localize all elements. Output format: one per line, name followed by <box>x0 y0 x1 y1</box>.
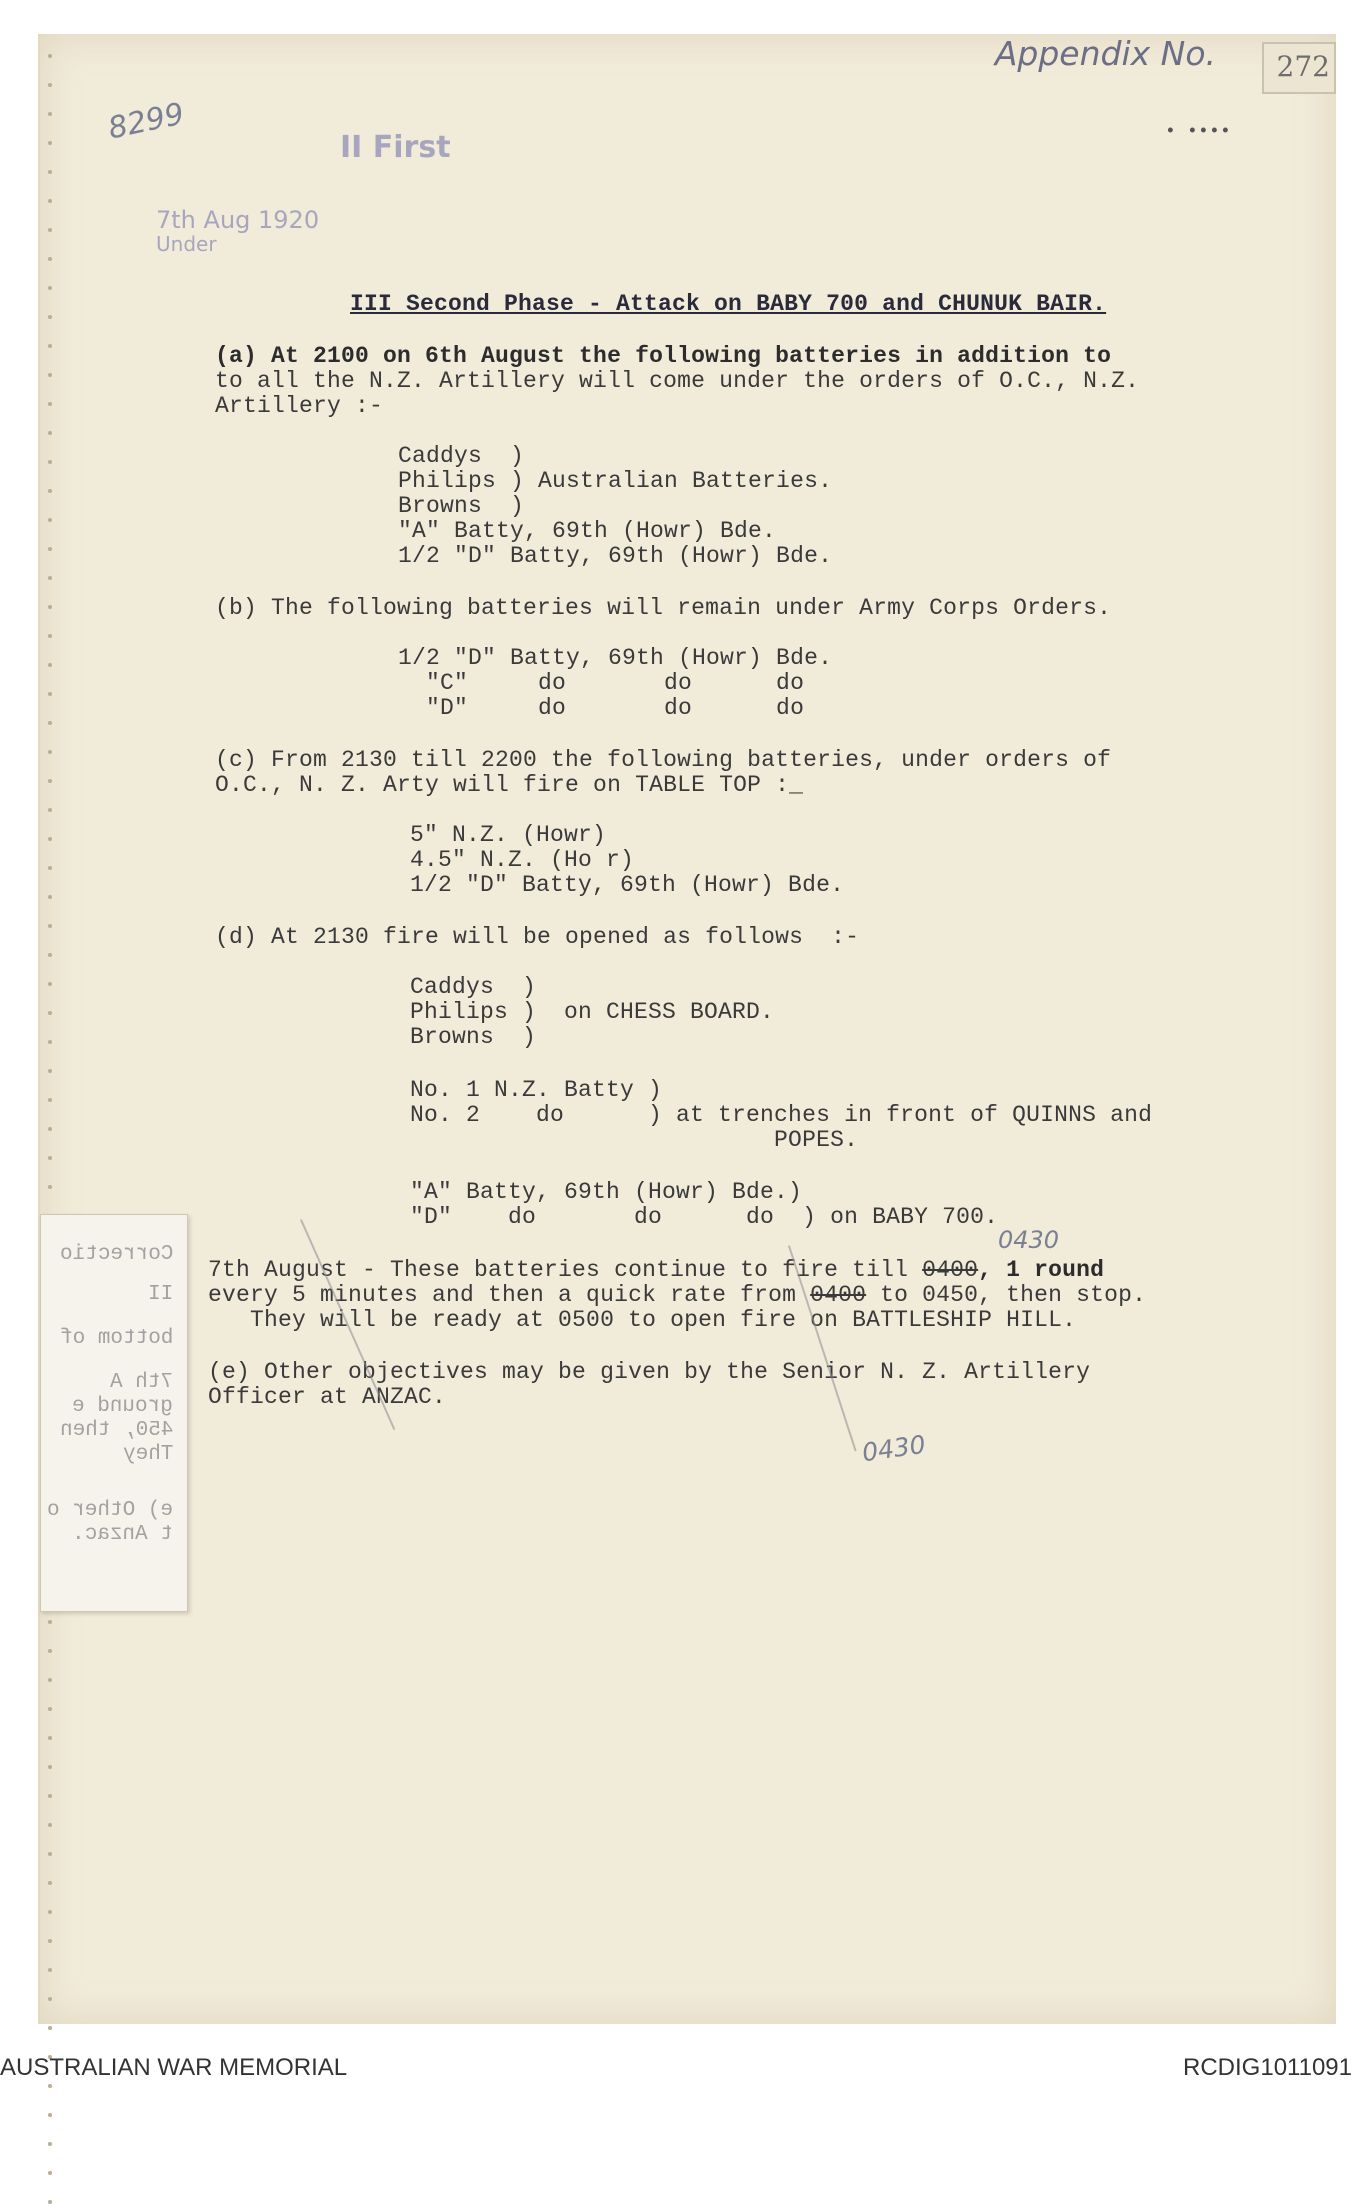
para-a-line-2: to all the N.Z. Artillery will come under the orders of O.C., N.Z. <box>215 368 1140 394</box>
slip-line-4: 7th A <box>109 1371 173 1394</box>
handwritten-note: 0430 <box>860 1429 928 1468</box>
slip-line-2: II <box>147 1283 173 1306</box>
para-a-list-3: Browns ) <box>398 493 525 519</box>
para-a-list-2: Philips ) Australian Batteries. <box>398 468 833 494</box>
document-page <box>38 34 1336 2024</box>
header-dots: • •••• <box>1165 122 1232 142</box>
para-c-list-2: 4.5" N.Z. (Ho r) <box>410 847 635 873</box>
august7-line-2: every 5 minutes and then a quick rate from 0400 to 0450, then stop. <box>208 1282 1147 1308</box>
para-d-group1-1: Caddys ) <box>410 974 537 1000</box>
para-a-list-5: 1/2 "D" Batty, 69th (Howr) Bde. <box>398 543 833 569</box>
slip-line-7: They <box>122 1443 173 1466</box>
slip-line-6: 450, then <box>59 1419 173 1442</box>
august7-line-3: They will be ready at 0500 to open fire on BATTLESHIP HILL. <box>208 1307 1077 1333</box>
footer-institution: AUSTRALIAN WAR MEMORIAL <box>0 2054 348 2081</box>
para-c-line-2: O.C., N. Z. Arty will fire on TABLE TOP :_ <box>215 772 804 798</box>
para-b-line: (b) The following batteries will remain under Army Corps Orders. <box>215 595 1112 621</box>
para-e-line-1: (e) Other objectives may be given by the Senior N. Z. Artillery <box>208 1359 1091 1385</box>
stamp-line-1: II First <box>340 130 451 165</box>
para-c-list-3: 1/2 "D" Batty, 69th (Howr) Bde. <box>410 872 845 898</box>
august7-line-1: 7th August - These batteries continue to fire till 0400, 1 round <box>208 1257 1105 1283</box>
appendix-label: Appendix No. <box>994 34 1216 73</box>
slip-line-3: bottom of <box>59 1327 173 1350</box>
slip-line-1: Correctio <box>59 1243 173 1266</box>
para-a-line-3: Artillery :- <box>215 393 384 419</box>
para-e-line-2: Officer at ANZAC. <box>208 1384 447 1410</box>
correction-slip <box>40 1214 188 1612</box>
section-title: III Second Phase - Attack on BABY 700 and CHUNUK BAIR. <box>350 291 1107 317</box>
para-d-group2-2: No. 2 do ) at trenches in front of QUINNS and <box>410 1102 1153 1128</box>
para-a-list-1: Caddys ) <box>398 443 525 469</box>
para-d-group3-1: "A" Batty, 69th (Howr) Bde.) <box>410 1179 803 1205</box>
para-d-group2-3: POPES. <box>410 1127 859 1153</box>
para-b-list-2: "C" do do do <box>398 670 805 696</box>
stamp-line-2: 7th Aug 1920 <box>156 206 320 234</box>
para-b-list-1: 1/2 "D" Batty, 69th (Howr) Bde. <box>398 645 833 671</box>
para-a-list-4: "A" Batty, 69th (Howr) Bde. <box>398 518 777 544</box>
para-d-group1-3: Browns ) <box>410 1024 537 1050</box>
slip-line-9: t Anzac. <box>72 1523 173 1546</box>
para-d-group2-1: No. 1 N.Z. Batty ) <box>410 1077 663 1103</box>
stamp-line-3: Under <box>156 232 217 256</box>
para-c-line-1: (c) From 2130 till 2200 the following batteries, under orders of <box>215 747 1112 773</box>
para-d-line: (d) At 2130 fire will be opened as follows :- <box>215 924 860 950</box>
para-d-group1-2: Philips ) on CHESS BOARD. <box>410 999 775 1025</box>
slip-line-5: ground e <box>72 1395 173 1418</box>
slip-line-8: e) Other o <box>46 1499 173 1522</box>
para-c-list-1: 5" N.Z. (Howr) <box>410 822 607 848</box>
page-number: 272 <box>1276 50 1330 83</box>
perforation-edge <box>46 54 56 2014</box>
para-a-line-1: (a) At 2100 on 6th August the following batteries in addition to <box>215 343 1112 369</box>
handwritten-correction-time: 0430 <box>998 1226 1060 1254</box>
para-b-list-3: "D" do do do <box>398 695 805 721</box>
archive-reference: 8299 <box>105 96 188 147</box>
footer-record-id: RCDIG1011091 <box>1183 2054 1352 2081</box>
para-d-group3-2: "D" do do do ) on BABY 700. <box>410 1204 999 1230</box>
